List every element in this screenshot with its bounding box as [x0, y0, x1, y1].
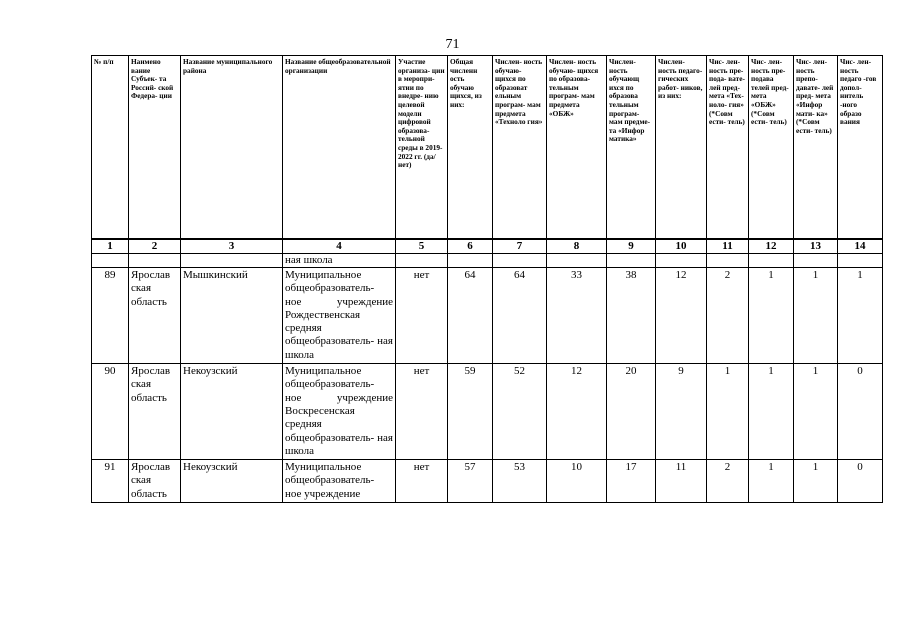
table-header-row	[92, 56, 883, 240]
row-t-obzh: 1	[749, 460, 794, 503]
row-district: Некоузский	[181, 460, 283, 503]
row-t-tech: 1	[707, 364, 749, 460]
row-no: 91	[92, 460, 129, 503]
row-t-inf: 1	[794, 364, 838, 460]
column-number: 9	[607, 239, 656, 254]
row-tech: 53	[493, 460, 547, 503]
column-number: 12	[749, 239, 794, 254]
column-number: 6	[448, 239, 493, 254]
header-cell-students-total: Общая численн ость обучаю щихся, из них:	[448, 56, 493, 240]
column-number: 13	[794, 239, 838, 254]
header-cell-participation: Участие организа- ции в меропри- ятии по внедре- нию целевой модели цифровой образова- тельной среды в 2019-2022 гг. (да/нет)	[396, 56, 448, 240]
column-number: 8	[547, 239, 607, 254]
row-obzh: 10	[547, 460, 607, 503]
row-participation: нет	[396, 364, 448, 460]
header-cell-t-obzh: Чис- лен- ность пре- подава телей пред- мета «ОБЖ» (*Совм ести- тель)	[749, 56, 794, 240]
row-t-extra: 0	[838, 460, 883, 503]
row-tech: 64	[493, 268, 547, 364]
row-t-tech: 2	[707, 268, 749, 364]
header-cell-t-extra: Чис- лен- ность педаго -гов допол- нитель -ного образо вания	[838, 56, 883, 240]
header-cell-region: Наимено вание Субъек- та Россий- ской Федера- ции	[129, 56, 181, 240]
row-no: 89	[92, 268, 129, 364]
column-number: 1	[92, 239, 129, 254]
header-cell-no: № п/п	[92, 56, 129, 240]
page-number: 71	[445, 37, 460, 52]
table-row	[92, 268, 883, 364]
header-cell-obzh: Числен- ность обучаю- щихся по образова- тельным програм- мам предмета «ОБЖ»	[547, 56, 607, 240]
column-number: 2	[129, 239, 181, 254]
row-org: Муниципальное общеобразователь- ное учреждение	[283, 460, 396, 503]
row-org: Муниципальное общеобразователь- ное учреждение Воскресенская средняя общеобразователь- ная школа	[283, 364, 396, 460]
header-cell-tech: Числен- ность обучаю- щихся по образоват ельным програм- мам предмета «Техноло гия»	[493, 56, 547, 240]
row-tech: 52	[493, 364, 547, 460]
row-students-total: 59	[448, 364, 493, 460]
row-inf: 20	[607, 364, 656, 460]
row-region: Ярослав ская область	[129, 268, 181, 364]
row-region: Ярослав ская область	[129, 460, 181, 503]
column-number: 4	[283, 239, 396, 254]
row-district: Некоузский	[181, 364, 283, 460]
column-number-row	[92, 239, 883, 254]
column-number: 3	[181, 239, 283, 254]
row-no: 90	[92, 364, 129, 460]
column-number: 14	[838, 239, 883, 254]
header-cell-teachers-total: Числен- ность педаго- гических работ- ников, из них:	[656, 56, 707, 240]
column-number: 7	[493, 239, 547, 254]
row-t-extra: 0	[838, 364, 883, 460]
row-region: Ярослав ская область	[129, 364, 181, 460]
row-teachers-total: 9	[656, 364, 707, 460]
header-cell-t-inf: Чис- лен- ность препо- давате- лей пред- мета «Инфор мати- ка» (*Совм ести- тель)	[794, 56, 838, 240]
continuation-text: ная школа	[283, 254, 396, 268]
row-students-total: 57	[448, 460, 493, 503]
header-cell-t-tech: Чис- лен- ность пре- пода- вате- лей пред- мета «Тех- ноло- гия» (*Совм ести- тель)	[707, 56, 749, 240]
row-district: Мышкинский	[181, 268, 283, 364]
row-students-total: 64	[448, 268, 493, 364]
row-inf: 38	[607, 268, 656, 364]
row-t-extra: 1	[838, 268, 883, 364]
row-obzh: 33	[547, 268, 607, 364]
row-t-inf: 1	[794, 460, 838, 503]
row-t-obzh: 1	[749, 268, 794, 364]
header-cell-inf: Числен- ность обучающ ихся по образова тельным програм- мам предме- та «Инфор матика»	[607, 56, 656, 240]
continuation-row	[92, 254, 883, 268]
row-inf: 17	[607, 460, 656, 503]
row-t-inf: 1	[794, 268, 838, 364]
row-participation: нет	[396, 268, 448, 364]
schools-table	[91, 55, 883, 503]
column-number: 11	[707, 239, 749, 254]
row-obzh: 12	[547, 364, 607, 460]
row-org: Муниципальное общеобразователь- ное учреждение Рождественская средняя общеобразователь- ная школа	[283, 268, 396, 364]
column-number: 5	[396, 239, 448, 254]
table-row	[92, 364, 883, 460]
column-number: 10	[656, 239, 707, 254]
header-cell-district: Название муниципального района	[181, 56, 283, 240]
header-cell-org: Название общеобразовательной организации	[283, 56, 396, 240]
row-participation: нет	[396, 460, 448, 503]
table-row	[92, 460, 883, 503]
row-teachers-total: 11	[656, 460, 707, 503]
row-t-tech: 2	[707, 460, 749, 503]
row-t-obzh: 1	[749, 364, 794, 460]
row-teachers-total: 12	[656, 268, 707, 364]
